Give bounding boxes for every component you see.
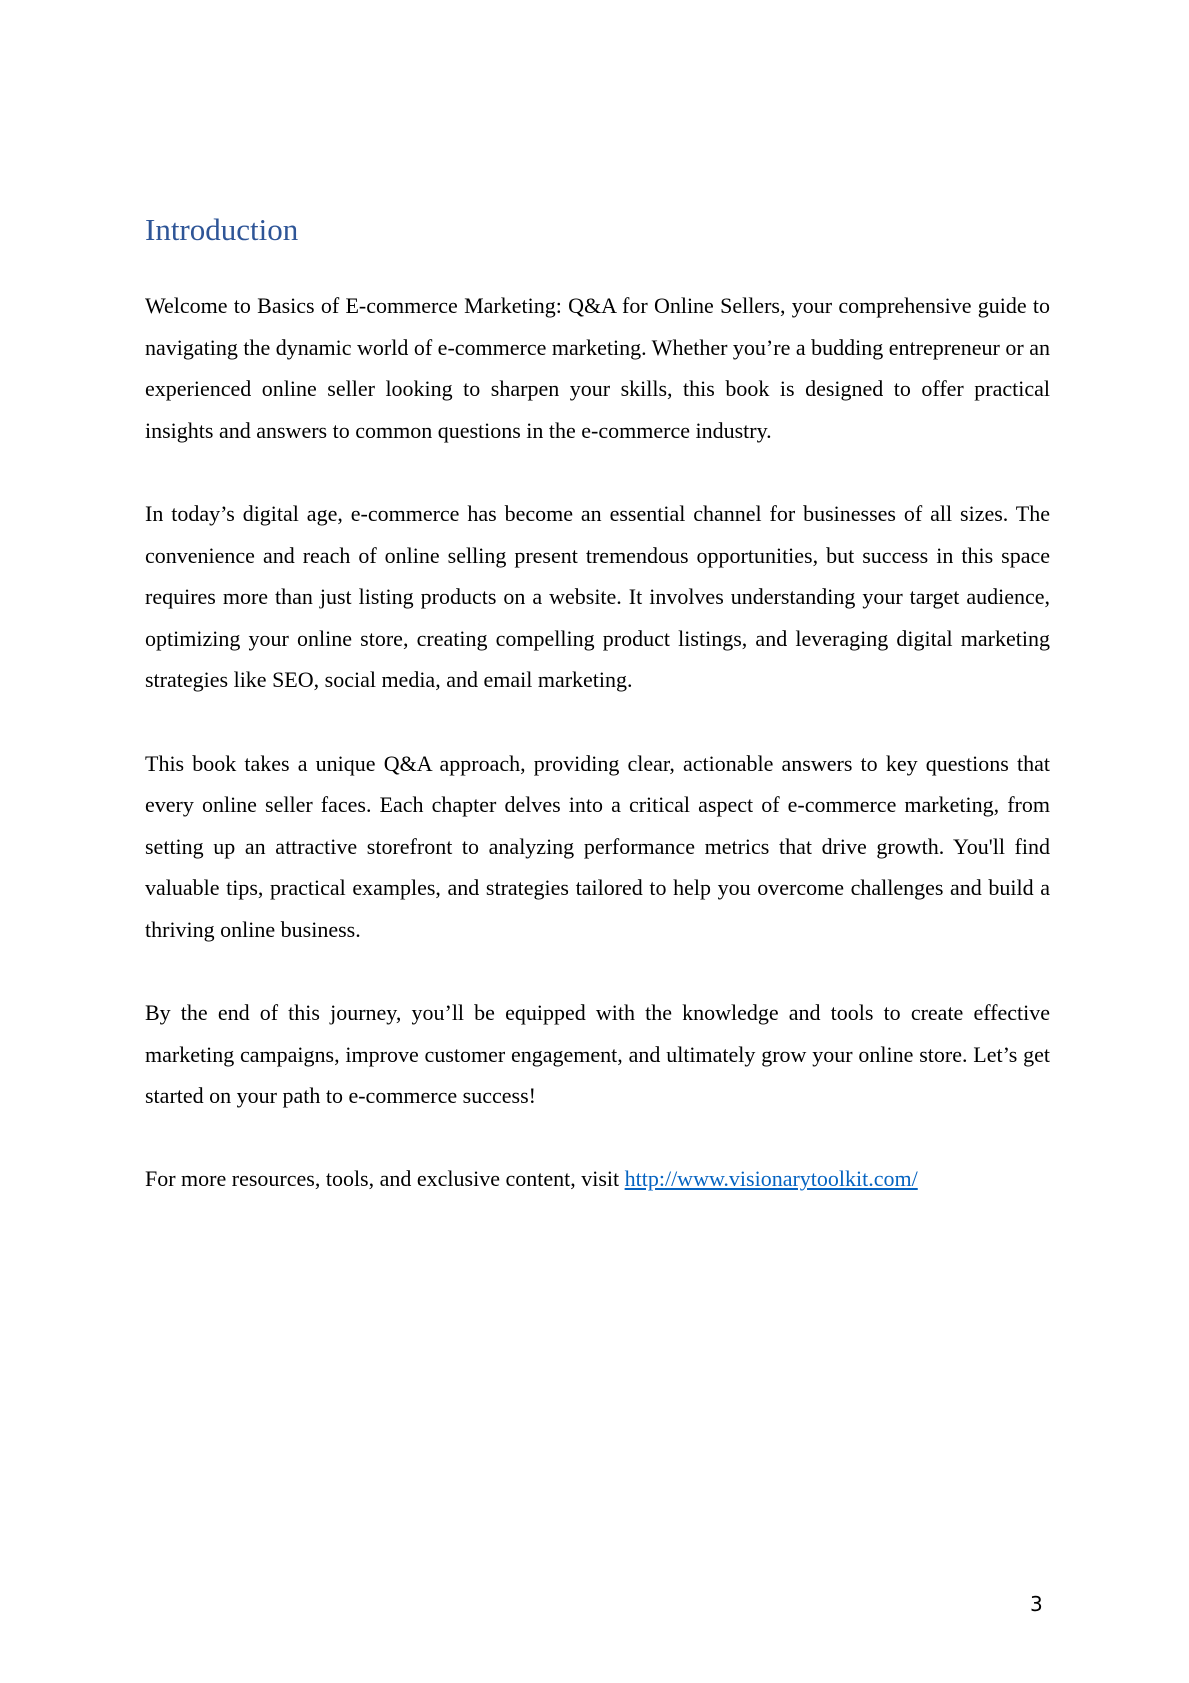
intro-paragraph-3: This book takes a unique Q&A approach, providing clear, actionable answers to key questions that every online seller faces. Each chapter delves into a critical aspect of e-commerce marketing, from setting up an attractive storefront to analyzing performance metrics that drive growth. You'll find valuable tips, practical examples, and strategies tailored to help you overcome challenges and build a thriving online business. (145, 750, 1050, 942)
page-content (145, 205, 1050, 1242)
page-number: 3 (1030, 1592, 1043, 1616)
resources-paragraph (145, 1158, 1050, 1200)
intro-paragraph-1: Welcome to Basics of E-commerce Marketing: Q&A for Online Sellers, your comprehensive guide to navigating the dynamic world of e-commerce marketing. Whether you’re a budding entrepreneur or an experienced online seller looking to sharpen your skills, this book is designed to offer practical insights and answers to common questions in the e-commerce industry. (145, 293, 1050, 443)
intro-paragraph-2: In today’s digital age, e-commerce has become an essential channel for businesses of all sizes. The convenience and reach of online selling present tremendous opportunities, but success in this space requires more than just listing products on a website. It involves understanding your target audience, optimizing your online store, creating compelling product listings, and leveraging digital marketing strategies like SEO, social media, and email marketing. (145, 500, 1050, 693)
intro-paragraph-4: By the end of this journey, you’ll be equipped with the knowledge and tools to create effective marketing campaigns, improve customer engagement, and ultimately grow your online store. Let’s get started on your path to e-commerce success! (145, 1000, 1050, 1109)
section-heading: Introduction (145, 212, 299, 247)
resources-text: For more resources, tools, and exclusive content, visit (145, 1166, 625, 1192)
website-link[interactable]: http://www.visionarytoolkit.com/ (624, 1166, 918, 1192)
